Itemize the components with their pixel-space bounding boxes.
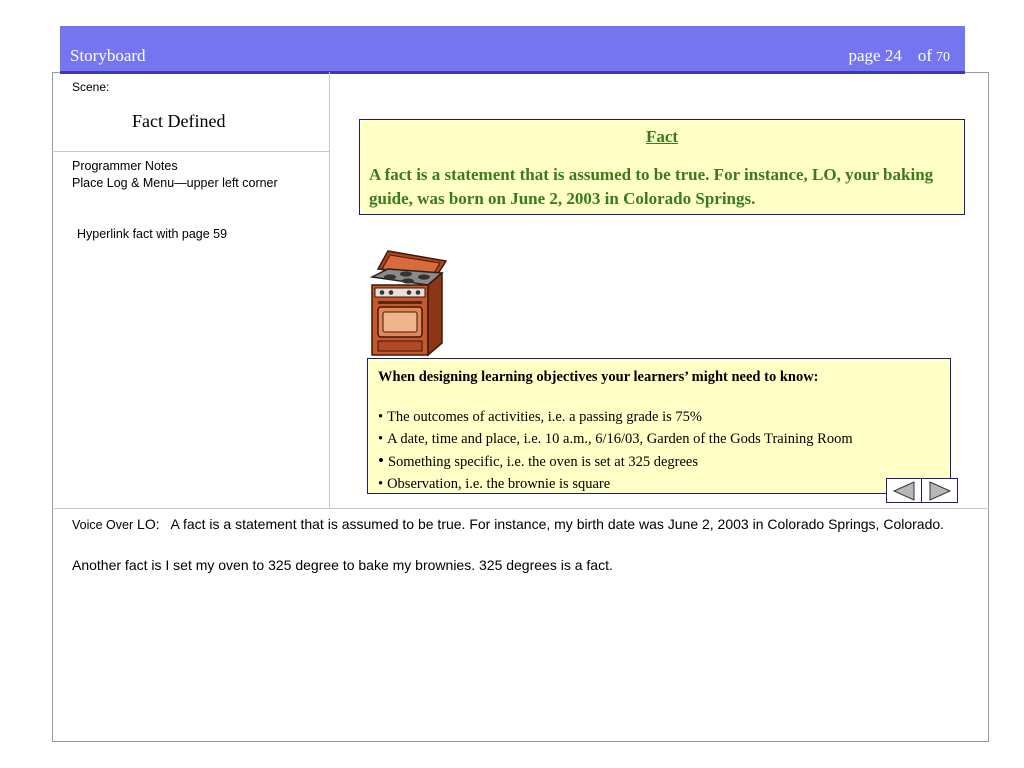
list-item-text: The outcomes of activities, i.e. a passing grade is 75% [387,409,702,425]
scene-label: Scene: [72,80,110,94]
page-indicator [848,46,950,66]
programmer-notes [72,158,278,192]
page-number: page 24 [848,46,902,65]
header-title: Storyboard [70,46,146,65]
list-item-text: A date, time and place, i.e. 10 a.m., 6/16/03, Garden of the Gods Training Room [387,430,853,447]
scene-divider [52,151,329,152]
voice-over-speaker: LO: [137,516,160,532]
triangle-right-icon [927,481,953,501]
list-item [378,429,853,451]
voice-over-script [72,514,972,575]
column-divider [329,72,330,508]
list-item [378,450,853,474]
bullet: • [378,451,384,470]
objectives-box [367,358,951,494]
list-item-text: Something specific, i.e. the oven is set at 325 degrees [387,454,699,470]
scene-name: Fact Defined [132,111,226,131]
voice-over-divider [52,508,989,509]
fact-box [359,119,965,215]
forward-button[interactable] [922,478,958,503]
list-item [378,407,853,429]
objectives-list [378,407,853,495]
voice-over-label: Voice Over [72,518,134,532]
fact-title-link[interactable]: Fact [645,127,679,146]
total-pages: 70 [936,50,950,65]
fact-definition: A fact is a statement that is assumed to be true. For instance, LO, your baking guide, was born on June 2, 2003 in Colorado Springs. [369,165,934,208]
triangle-left-icon [891,481,917,501]
back-button[interactable] [886,478,922,503]
bullet: • [378,409,384,425]
page-of-label: of [917,46,932,65]
objectives-title: When designing learning objectives your learners’ might need to know: [378,369,819,385]
voice-over-paragraph-1 [72,514,972,535]
list-item [378,474,853,496]
navigation-buttons [886,478,958,503]
programmer-notes-line: Place Log & Menu—upper left corner [72,176,278,190]
header-bar [60,26,965,74]
oven-icon [366,247,448,359]
voice-over-line-2: Another fact is I set my oven to 325 degree to bake my brownies. 325 degrees is a fact. [72,557,613,573]
bullet: • [378,430,384,447]
hyperlink-note: Hyperlink fact with page 59 [77,227,228,241]
bullet: • [378,475,384,492]
voice-over-line-1: A fact is a statement that is assumed to be true. For instance, my birth date was June 2, 2003 in Colorado Springs, Colorado. [170,516,945,532]
list-item-text: Observation, i.e. the brownie is square [387,475,611,492]
programmer-notes-heading: Programmer Notes [72,159,178,173]
